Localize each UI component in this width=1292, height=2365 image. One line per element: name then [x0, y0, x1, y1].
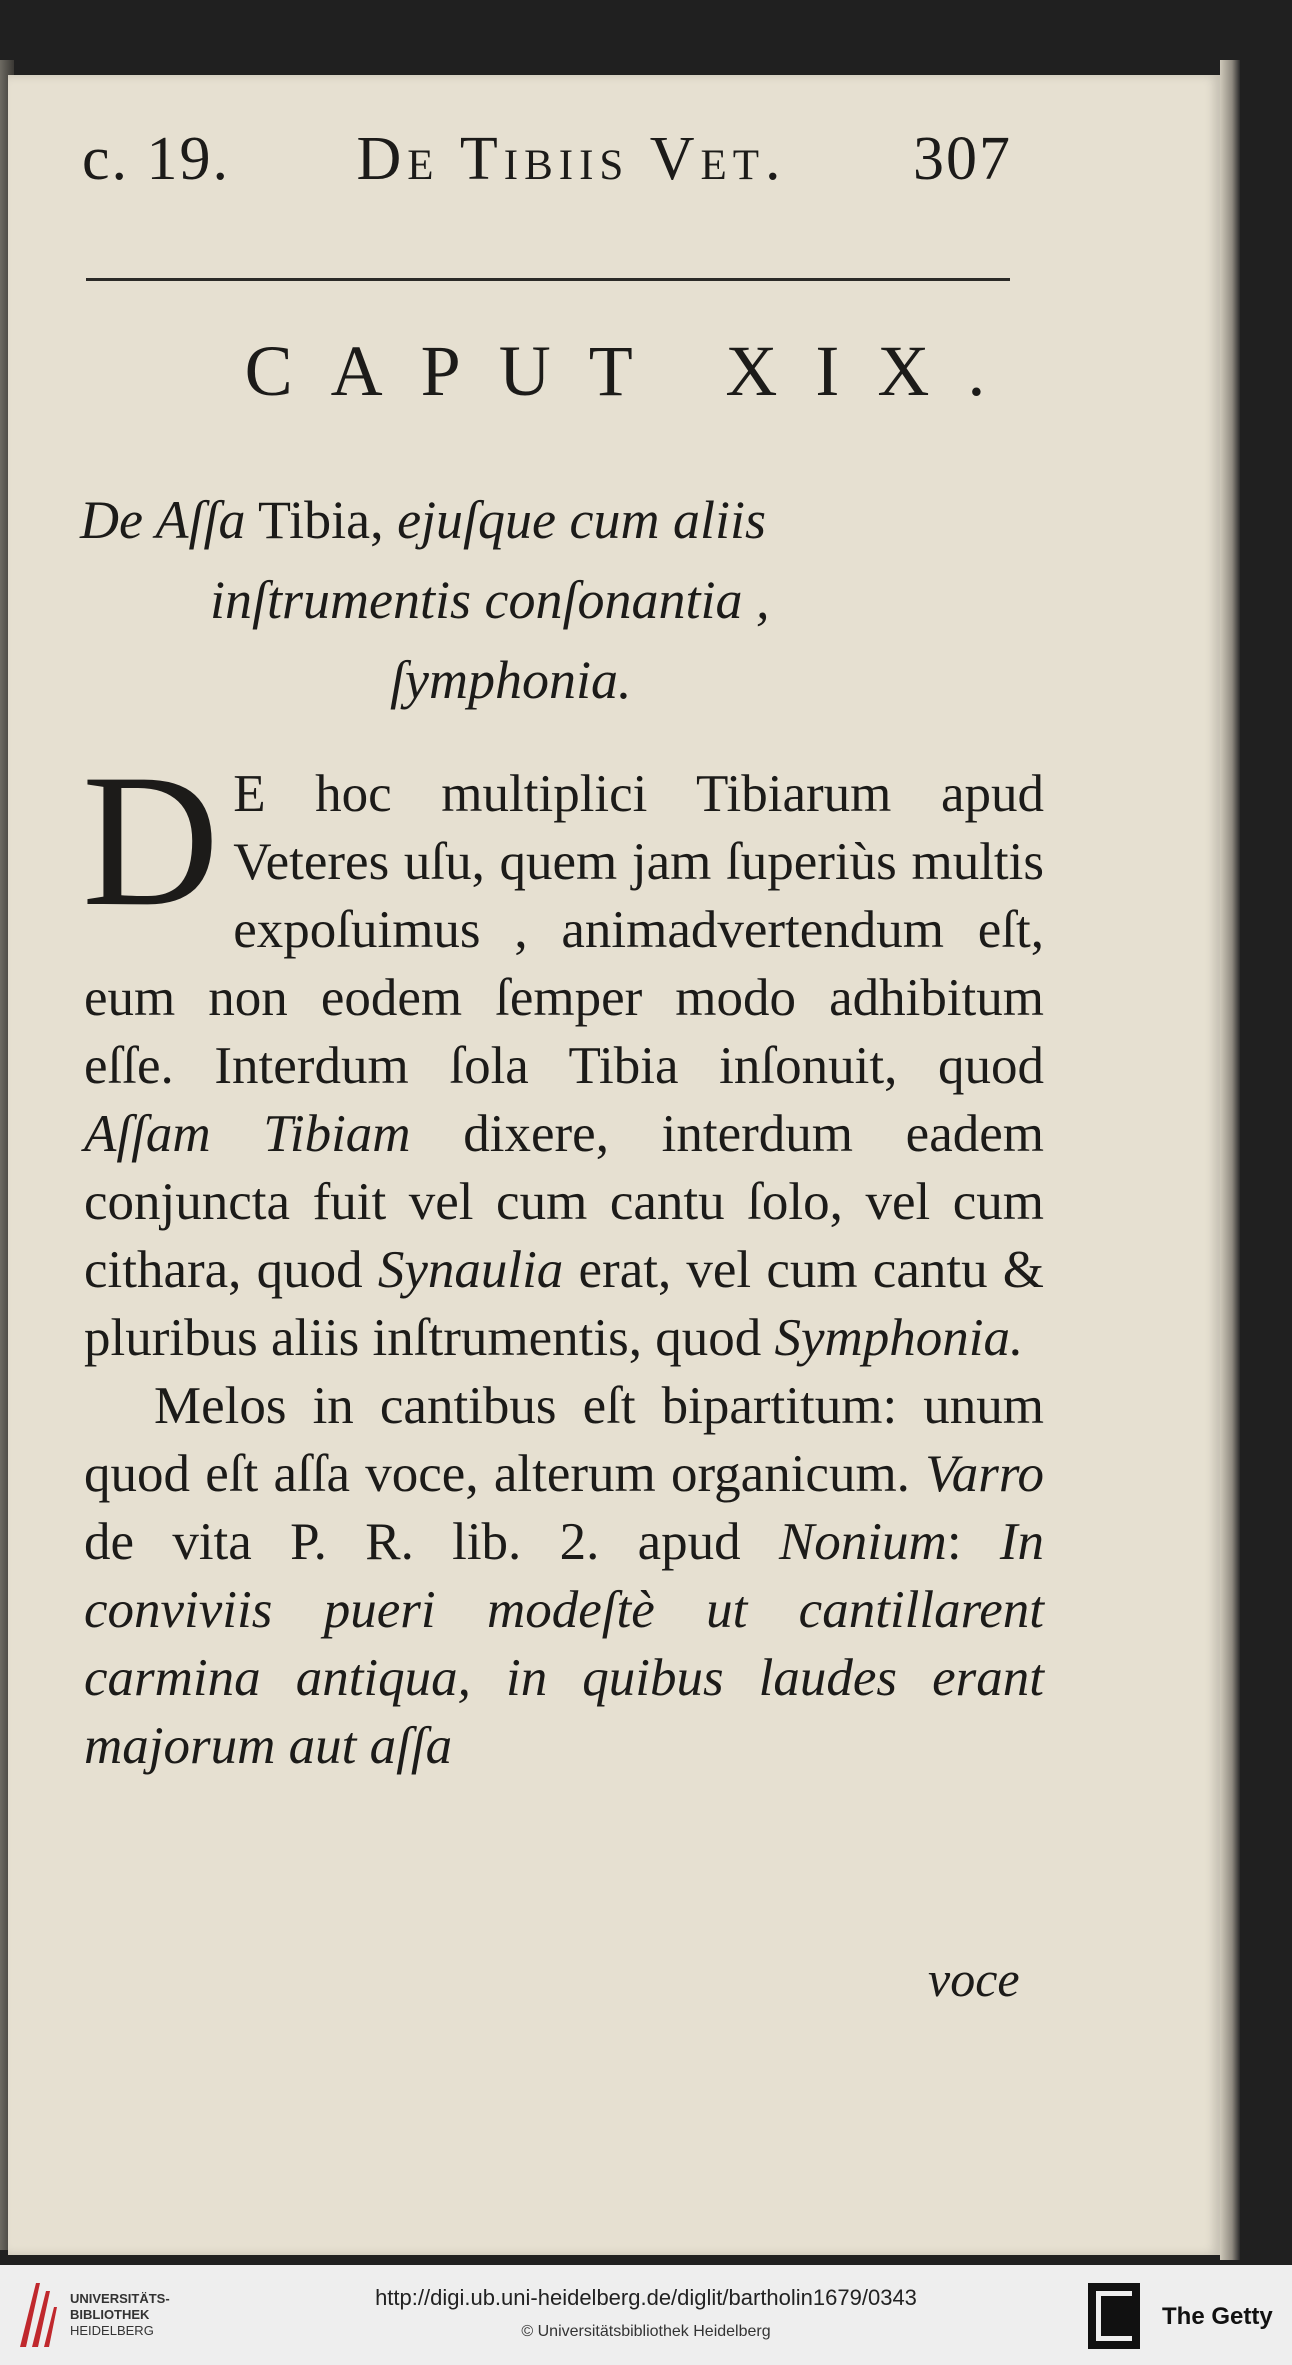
- chapter-subtitle: [80, 480, 1040, 720]
- book-page: [8, 75, 1220, 2255]
- running-title: De Tibiis Vet.: [356, 125, 787, 193]
- paragraph-1: [82, 736, 1044, 1372]
- subtitle-line-3: ſymphonia.: [390, 650, 632, 710]
- drop-cap: D: [82, 736, 220, 946]
- library-name-line: UNIVERSITÄTS-: [70, 2291, 170, 2306]
- copyright-notice: © Universitätsbibliothek Heidelberg: [521, 2323, 771, 2340]
- paragraph-text: de vita P. R. lib. 2. apud: [84, 1513, 779, 1571]
- page-number: 307: [912, 125, 1012, 193]
- subtitle-text-upright: Tibia,: [245, 490, 398, 550]
- subtitle-text-italic: De Aſſa: [80, 490, 246, 550]
- paragraph-text: E hoc multiplici Tibiarum apud Veteres uſu, quem jam ſuperiùs multis expoſuimus , animadvertendum eſt, eum non eodem ſemper modo adhibitum eſſe. Interdum ſola Tibia inſonuit, quod: [84, 765, 1044, 1095]
- header-rule: [86, 278, 1010, 281]
- paragraph-italic: Varro: [925, 1445, 1044, 1503]
- paragraph-text: erat, vel cum cantu & pluribus aliis inſtrumentis, quod: [84, 1241, 1044, 1367]
- paragraph-text: dixere, interdum eadem conjuncta fuit vel cum cantu ſolo, vel cum cithara, quod: [84, 1105, 1044, 1299]
- page-edge-shadow: [1220, 60, 1240, 2260]
- chapter-reference: c. 19.: [82, 125, 231, 193]
- body-text: [82, 736, 1044, 1780]
- subtitle-line-2: inſtrumentis conſonantia ,: [210, 570, 770, 630]
- library-name-line: HEIDELBERG: [70, 2323, 154, 2338]
- viewer-footer: [0, 2265, 1292, 2365]
- library-name-line: BIBLIOTHEK: [70, 2307, 150, 2322]
- paragraph-text: Melos in cantibus eſt bipartitum: unum quod eſt aſſa voce, alterum organicum.: [84, 1377, 1044, 1503]
- catchword: voce: [928, 1951, 1020, 2007]
- paragraph-text: :: [946, 1513, 1000, 1571]
- chapter-heading: CAPUT XIX.: [244, 331, 1024, 411]
- paragraph-italic: Aſſam Tibiam: [84, 1105, 411, 1163]
- subtitle-text-italic: ejuſque cum aliis: [397, 490, 767, 550]
- permalink-url[interactable]: http://digi.ub.uni-heidelberg.de/diglit/bartholin1679/0343: [375, 2285, 917, 2310]
- subtitle-line-1: [80, 480, 1040, 560]
- partner-name: The Getty: [1162, 2303, 1273, 2330]
- paragraph-italic: In conviviis pueri modeſtè ut cantillarent carmina antiqua, in quibus laudes erant majorum aut aſſa: [84, 1513, 1044, 1775]
- running-header: [82, 125, 1012, 195]
- paragraph-italic: Symphonia.: [774, 1309, 1024, 1367]
- getty-logo-icon: [1088, 2283, 1140, 2349]
- paragraph-italic: Nonium: [778, 1513, 947, 1571]
- paragraph-italic: Synaulia: [377, 1241, 564, 1299]
- paragraph-2: [84, 1372, 1044, 1780]
